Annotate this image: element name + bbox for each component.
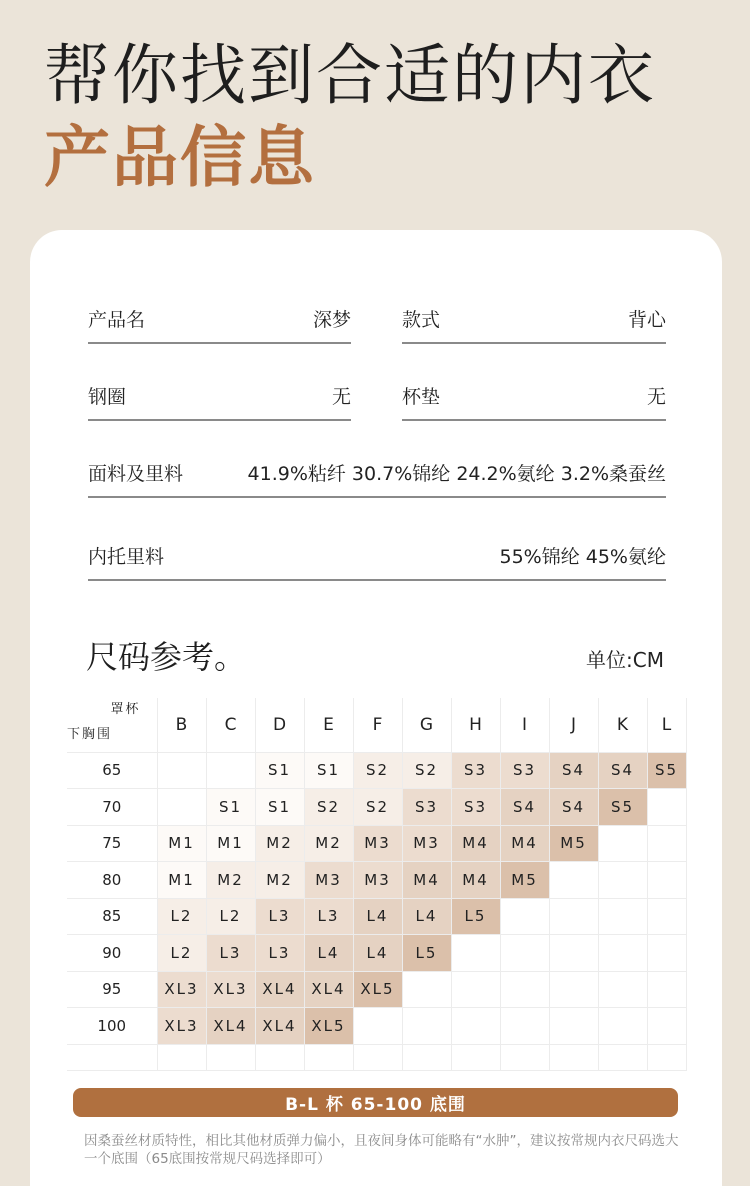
table-row	[67, 825, 686, 862]
size-cell	[451, 935, 500, 972]
empty-cell	[500, 1044, 549, 1070]
size-chart-unit: 单位:CM	[586, 648, 664, 672]
cup-header: L	[647, 698, 686, 752]
size-cell: M1	[206, 825, 255, 862]
info-value: 背心	[627, 309, 666, 331]
info-label: 面料及里料	[88, 463, 184, 485]
size-cell: S4	[549, 752, 598, 789]
size-cell	[598, 825, 647, 862]
cup-header: F	[353, 698, 402, 752]
info-value: 无	[646, 386, 666, 408]
size-table	[67, 698, 687, 1071]
band-header: 85	[67, 898, 157, 935]
size-cell: L2	[157, 898, 206, 935]
hero-title: 帮你找到合适的内衣	[44, 37, 656, 114]
size-cell	[451, 1008, 500, 1045]
cup-header: E	[304, 698, 353, 752]
size-cell	[549, 1008, 598, 1045]
cup-header: H	[451, 698, 500, 752]
size-cell	[598, 935, 647, 972]
table-corner	[67, 698, 157, 752]
size-cell	[353, 1008, 402, 1045]
cup-header: K	[598, 698, 647, 752]
size-cell	[647, 862, 686, 899]
table-row	[67, 971, 686, 1008]
size-cell: M2	[304, 825, 353, 862]
size-cell: L4	[353, 898, 402, 935]
empty-cell	[206, 1044, 255, 1070]
size-cell	[500, 935, 549, 972]
size-cell: L4	[353, 935, 402, 972]
empty-cell	[353, 1044, 402, 1070]
size-cell	[647, 898, 686, 935]
table-row	[67, 789, 686, 826]
band-header: 90	[67, 935, 157, 972]
info-fabric	[88, 458, 666, 498]
size-cell	[549, 935, 598, 972]
size-cell	[549, 898, 598, 935]
empty-cell	[451, 1044, 500, 1070]
table-row	[67, 898, 686, 935]
size-cell	[500, 1008, 549, 1045]
size-cell: L3	[206, 935, 255, 972]
info-value: 深梦	[312, 309, 351, 331]
info-label: 杯垫	[402, 386, 441, 408]
empty-cell	[255, 1044, 304, 1070]
size-cell: L3	[255, 935, 304, 972]
size-cell	[157, 789, 206, 826]
size-cell	[647, 789, 686, 826]
info-cup-pad	[402, 381, 666, 421]
size-table-body	[67, 752, 686, 1070]
band-header: 95	[67, 971, 157, 1008]
size-cell: S2	[402, 752, 451, 789]
size-cell: M5	[549, 825, 598, 862]
size-cell: S1	[304, 752, 353, 789]
info-value: 41.9%粘纤 30.7%锦纶 24.2%氨纶 3.2%桑蚕丝	[247, 463, 666, 485]
table-row-blank	[67, 1044, 686, 1070]
size-cell	[598, 898, 647, 935]
size-cell: S4	[549, 789, 598, 826]
size-chart-title: 尺码参考。	[86, 638, 247, 676]
size-cell: L4	[402, 898, 451, 935]
empty-cell	[67, 1044, 157, 1070]
size-cell: L2	[206, 898, 255, 935]
size-cell	[647, 1008, 686, 1045]
cup-header: I	[500, 698, 549, 752]
size-cell	[598, 971, 647, 1008]
size-cell	[206, 752, 255, 789]
corner-cup-label: 罩杯	[110, 702, 141, 717]
size-cell: M4	[451, 825, 500, 862]
size-cell: S1	[255, 752, 304, 789]
size-cell: S2	[353, 789, 402, 826]
size-range-banner: B-L 杯 65-100 底围	[73, 1088, 678, 1117]
size-cell: S5	[647, 752, 686, 789]
size-cell	[598, 862, 647, 899]
size-cell: L3	[255, 898, 304, 935]
size-cell: L5	[402, 935, 451, 972]
size-cell: S1	[255, 789, 304, 826]
empty-cell	[598, 1044, 647, 1070]
cup-header: G	[402, 698, 451, 752]
info-style	[402, 304, 666, 344]
band-header: 100	[67, 1008, 157, 1045]
size-cell	[549, 862, 598, 899]
hero-subtitle: 产品信息	[44, 119, 316, 196]
size-cell: M3	[304, 862, 353, 899]
size-cell: S4	[598, 752, 647, 789]
size-cell: M3	[353, 825, 402, 862]
info-label: 款式	[402, 309, 441, 331]
table-row	[67, 862, 686, 899]
empty-cell	[402, 1044, 451, 1070]
size-cell: XL3	[157, 971, 206, 1008]
empty-cell	[304, 1044, 353, 1070]
band-header: 65	[67, 752, 157, 789]
size-cell: XL5	[304, 1008, 353, 1045]
size-cell	[500, 898, 549, 935]
size-cell: L3	[304, 898, 353, 935]
size-cell: XL5	[353, 971, 402, 1008]
size-cell: S5	[598, 789, 647, 826]
size-cell	[598, 1008, 647, 1045]
info-lining	[88, 541, 666, 581]
size-cell: XL4	[304, 971, 353, 1008]
size-cell: S3	[451, 789, 500, 826]
info-product-name	[88, 304, 351, 344]
info-value: 55%锦纶 45%氨纶	[499, 546, 666, 568]
band-header: 80	[67, 862, 157, 899]
size-cell	[549, 971, 598, 1008]
table-row	[67, 1008, 686, 1045]
table-row	[67, 752, 686, 789]
empty-cell	[157, 1044, 206, 1070]
band-header: 70	[67, 789, 157, 826]
size-cell: M2	[255, 862, 304, 899]
empty-cell	[549, 1044, 598, 1070]
size-cell	[402, 971, 451, 1008]
band-header: 75	[67, 825, 157, 862]
size-cell: L5	[451, 898, 500, 935]
info-label: 内托里料	[88, 546, 165, 568]
size-cell: L2	[157, 935, 206, 972]
size-cell	[647, 935, 686, 972]
size-cell: M3	[353, 862, 402, 899]
size-cell: M5	[500, 862, 549, 899]
size-cell: S4	[500, 789, 549, 826]
size-cell	[647, 971, 686, 1008]
cup-header: J	[549, 698, 598, 752]
size-cell: M4	[402, 862, 451, 899]
size-cell	[500, 971, 549, 1008]
info-value: 无	[331, 386, 351, 408]
empty-cell	[647, 1044, 686, 1070]
size-cell	[451, 971, 500, 1008]
size-cell: XL3	[157, 1008, 206, 1045]
corner-band-label: 下胸围	[67, 726, 113, 742]
size-note: 因桑蚕丝材质特性，相比其他材质弹力偏小，且夜间身体可能略有“水肿”，建议按常规内衣尺码选大一个底围（65底围按常规尺码选择即可）	[84, 1133, 679, 1167]
cup-header: D	[255, 698, 304, 752]
size-cell: M4	[451, 862, 500, 899]
size-cell: M4	[500, 825, 549, 862]
size-cell	[647, 825, 686, 862]
size-cell: M2	[206, 862, 255, 899]
size-cell: XL3	[206, 971, 255, 1008]
cup-header: C	[206, 698, 255, 752]
table-row	[67, 935, 686, 972]
size-cell: XL4	[255, 1008, 304, 1045]
size-cell: M1	[157, 825, 206, 862]
size-cell: S2	[304, 789, 353, 826]
size-cell: M1	[157, 862, 206, 899]
size-cell	[157, 752, 206, 789]
size-cell: L4	[304, 935, 353, 972]
size-cell: XL4	[255, 971, 304, 1008]
size-cell: S3	[402, 789, 451, 826]
size-cell: M2	[255, 825, 304, 862]
size-cell: S3	[500, 752, 549, 789]
info-underwire	[88, 381, 351, 421]
info-label: 钢圈	[88, 386, 127, 408]
cup-header: B	[157, 698, 206, 752]
info-label: 产品名	[88, 309, 146, 331]
size-cell: XL4	[206, 1008, 255, 1045]
size-cell	[402, 1008, 451, 1045]
size-cell: M3	[402, 825, 451, 862]
size-cell: S2	[353, 752, 402, 789]
size-cell: S3	[451, 752, 500, 789]
size-cell: S1	[206, 789, 255, 826]
